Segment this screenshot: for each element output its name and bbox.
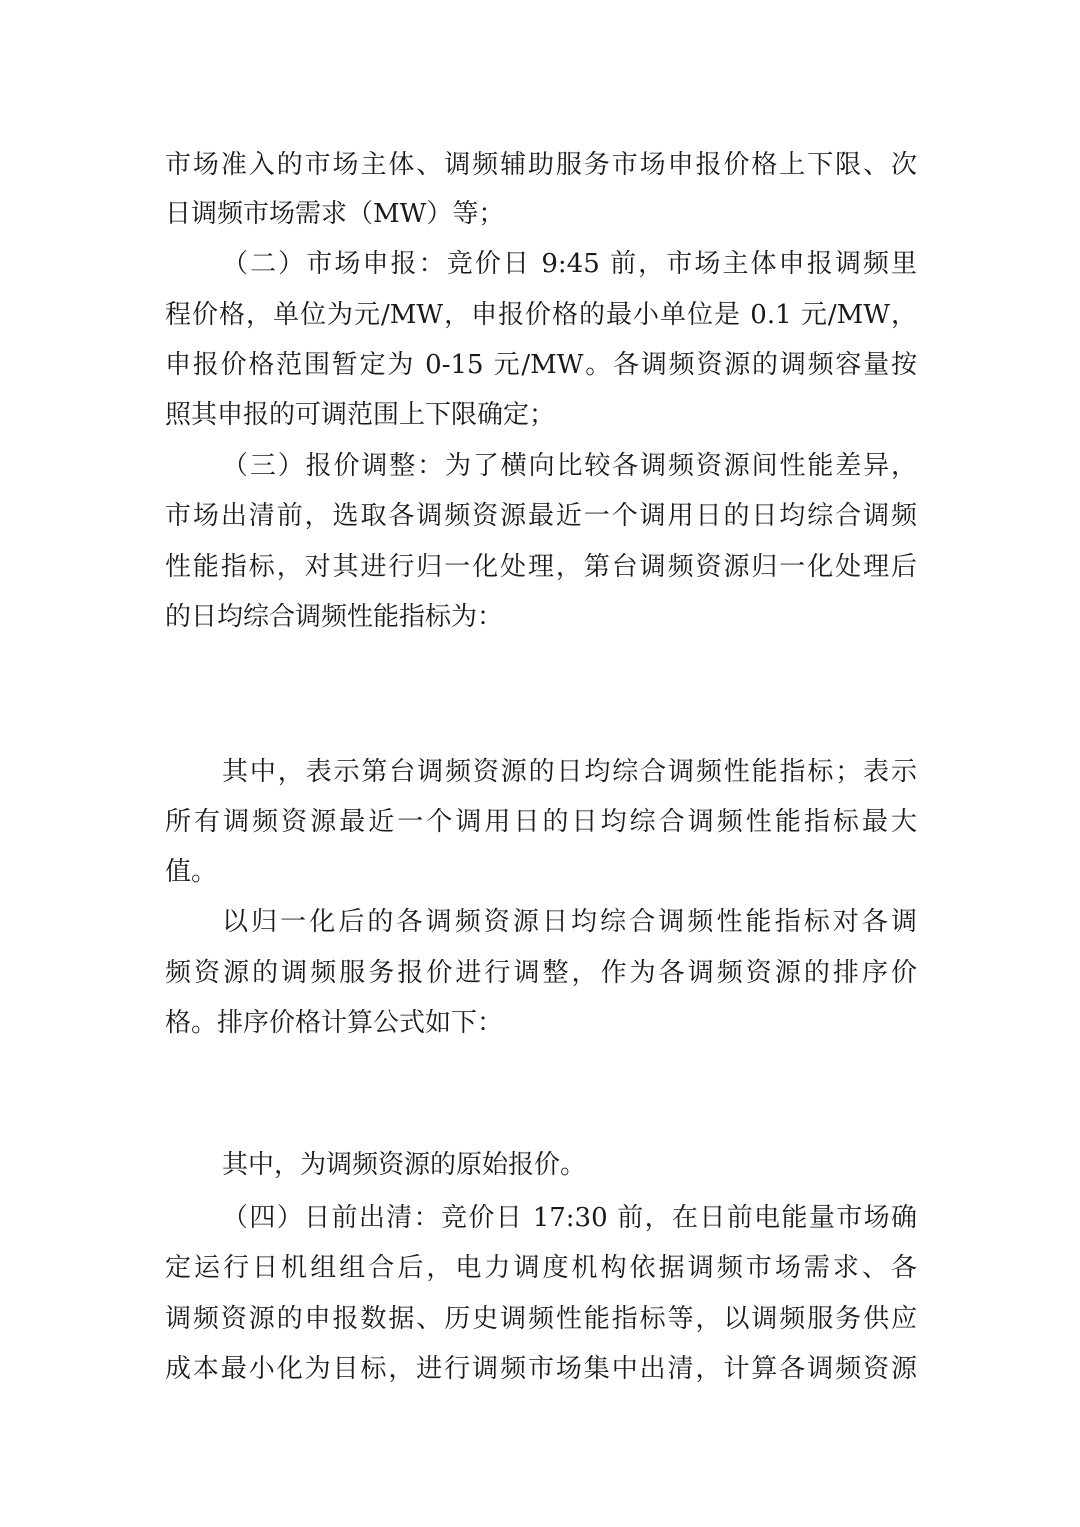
- paragraph-line: 其中，为调频资源的原始报价。: [222, 1150, 587, 1180]
- paragraph-line: 频资源的调频服务报价进行调整，作为各调频资源的排序价: [165, 958, 917, 988]
- paragraph-line: 申报价格范围暂定为 0-15 元/MW。各调频资源的调频容量按: [165, 350, 917, 380]
- paragraph-line: 调频资源的申报数据、历史调频性能指标等，以调频服务供应: [165, 1304, 917, 1334]
- paragraph-line: 定运行日机组组合后，电力调度机构依据调频市场需求、各: [165, 1253, 917, 1283]
- paragraph-line: 性能指标，对其进行归一化处理，第台调频资源归一化处理后: [165, 552, 917, 582]
- paragraph-line: 市场出清前，选取各调频资源最近一个调用日的日均综合调频: [165, 501, 917, 531]
- paragraph-line: 市场准入的市场主体、调频辅助服务市场申报价格上下限、次: [165, 150, 917, 180]
- paragraph-line: 其中，表示第台调频资源的日均综合调频性能指标；表示: [222, 757, 917, 787]
- paragraph-line: 值。: [165, 857, 218, 887]
- paragraph-line: 成本最小化为目标，进行调频市场集中出清，计算各调频资源: [165, 1354, 917, 1384]
- paragraph-line: 照其申报的可调范围上下限确定；: [165, 400, 556, 430]
- paragraph-line: 所有调频资源最近一个调用日的日均综合调频性能指标最大: [165, 807, 917, 837]
- paragraph-line: 日调频市场需求（MW）等；: [165, 199, 505, 229]
- paragraph-line: 的日均综合调频性能指标为：: [165, 602, 504, 632]
- paragraph-line: 程价格，单位为元/MW，申报价格的最小单位是 0.1 元/MW，: [165, 300, 917, 330]
- paragraph-line: 格。排序价格计算公式如下：: [165, 1008, 504, 1038]
- paragraph-line: （三）报价调整：为了横向比较各调频资源间性能差异，: [222, 451, 917, 481]
- paragraph-line: （二）市场申报：竞价日 9:45 前，市场主体申报调频里: [222, 249, 917, 279]
- paragraph-line: （四）日前出清：竞价日 17:30 前，在日前电能量市场确: [222, 1203, 917, 1233]
- paragraph-line: 以归一化后的各调频资源日均综合调频性能指标对各调: [222, 907, 917, 937]
